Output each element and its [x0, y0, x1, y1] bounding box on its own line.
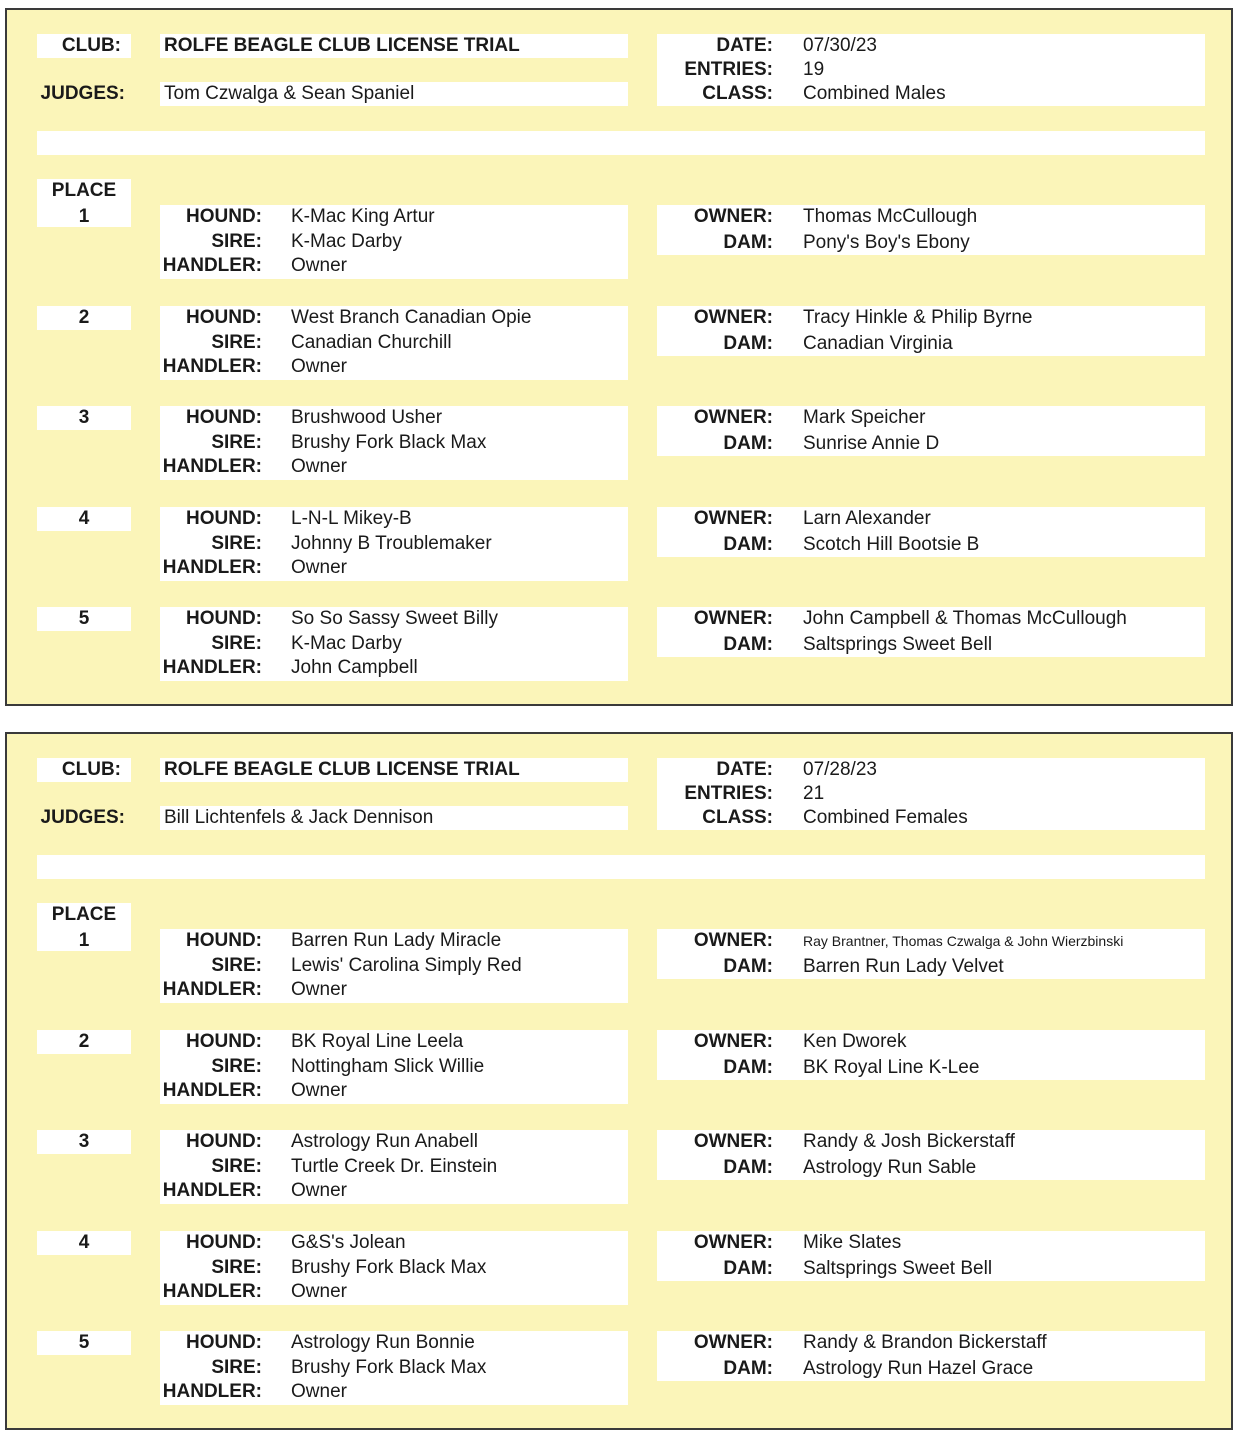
place-number: 1 [78, 930, 90, 951]
handler-label: HANDLER: [162, 1079, 262, 1101]
owner-label: OWNER: [693, 1030, 773, 1052]
dam-name: Astrology Run Sable [803, 1157, 977, 1178]
entries-value: 21 [803, 783, 825, 804]
spacer-bar [37, 855, 1205, 879]
placement-row [7, 1030, 1231, 1104]
hound-name: BK Royal Line Leela [291, 1030, 464, 1052]
handler-label: HANDLER: [162, 979, 262, 1000]
dam-label: DAM: [723, 232, 773, 253]
class-value: Combined Males [803, 83, 946, 104]
sire-name: Brushy Fork Black Max [291, 1256, 487, 1278]
spacer-bar [37, 131, 1205, 155]
sire-label: SIRE: [211, 955, 262, 976]
dam-name: Saltsprings Sweet Bell [803, 1257, 993, 1279]
placement-row [7, 1331, 1231, 1405]
place-number: 3 [78, 1131, 90, 1152]
place-number: 4 [78, 1231, 90, 1253]
dam-label: DAM: [723, 1358, 773, 1379]
owner-name: Larn Alexander [803, 507, 931, 529]
dam-name: Pony's Boy's Ebony [803, 232, 970, 253]
hound-label: HOUND: [186, 1332, 262, 1353]
judges-names: Bill Lichtenfels & Jack Dennison [164, 807, 434, 828]
dam-name: Scotch Hill Bootsie B [803, 533, 980, 555]
dam-label: DAM: [723, 634, 773, 655]
sire-name: K-Mac Darby [291, 633, 402, 654]
owner-name: Thomas McCullough [803, 206, 978, 227]
sire-name: Brushy Fork Black Max [291, 432, 487, 453]
place-header: PLACE [51, 180, 117, 201]
owner-name: John Campbell & Thomas McCullough [803, 608, 1127, 629]
handler-label: HANDLER: [162, 1280, 262, 1302]
class-label: CLASS: [702, 83, 773, 104]
hound-name: Barren Run Lady Miracle [291, 930, 502, 951]
handler-label: HANDLER: [162, 556, 262, 578]
handler-name: Owner [291, 255, 347, 276]
dam-label: DAM: [723, 332, 773, 354]
place-number: 5 [78, 608, 90, 629]
sire-label: SIRE: [211, 231, 262, 252]
place-number: 1 [78, 206, 90, 227]
judges-label: JUDGES: [40, 807, 125, 828]
entries-label: ENTRIES: [684, 59, 773, 80]
entries-label: ENTRIES: [684, 783, 773, 804]
judges-label: JUDGES: [40, 83, 125, 104]
hound-label: HOUND: [186, 507, 262, 529]
hound-label: HOUND: [186, 608, 262, 629]
sire-name: Canadian Churchill [291, 331, 452, 353]
dam-name: BK Royal Line K-Lee [803, 1056, 980, 1078]
dam-label: DAM: [723, 1257, 773, 1279]
handler-name: Owner [291, 355, 347, 377]
dam-name: Canadian Virginia [803, 332, 953, 354]
sire-label: SIRE: [211, 1055, 262, 1077]
date-value: 07/30/23 [803, 35, 877, 56]
handler-name: Owner [291, 1079, 347, 1101]
hound-name: L-N-L Mikey-B [291, 507, 412, 529]
place-number: 2 [78, 306, 90, 328]
place-number: 2 [78, 1030, 90, 1052]
sire-name: K-Mac Darby [291, 231, 402, 252]
handler-name: Owner [291, 1180, 347, 1201]
owner-label: OWNER: [693, 1131, 773, 1152]
handler-name: John Campbell [291, 657, 418, 678]
place-number: 3 [78, 407, 90, 428]
dam-label: DAM: [723, 533, 773, 555]
owner-label: OWNER: [693, 206, 773, 227]
owner-name: Ken Dworek [803, 1030, 907, 1052]
owner-label: OWNER: [693, 608, 773, 629]
handler-label: HANDLER: [162, 1180, 262, 1201]
placement-row [7, 929, 1231, 1003]
place-header: PLACE [51, 904, 117, 925]
sire-name: Turtle Creek Dr. Einstein [291, 1156, 498, 1177]
sire-label: SIRE: [211, 331, 262, 353]
class-value: Combined Females [803, 807, 968, 828]
club-label: CLUB: [61, 759, 121, 780]
dam-label: DAM: [723, 433, 773, 454]
owner-name: Randy & Brandon Bickerstaff [803, 1332, 1047, 1353]
club-name: ROLFE BEAGLE CLUB LICENSE TRIAL [164, 759, 520, 780]
trial-results-panel-females [5, 732, 1233, 1430]
owner-label: OWNER: [693, 930, 773, 951]
judges-names: Tom Czwalga & Sean Spaniel [164, 83, 415, 104]
owner-name: Mark Speicher [803, 407, 926, 428]
hound-label: HOUND: [186, 1131, 262, 1152]
entries-value: 19 [803, 59, 825, 80]
hound-name: So So Sassy Sweet Billy [291, 608, 498, 629]
placement-row [7, 507, 1231, 581]
hound-label: HOUND: [186, 930, 262, 951]
sire-label: SIRE: [211, 1256, 262, 1278]
date-value: 07/28/23 [803, 759, 877, 780]
owner-name: Mike Slates [803, 1231, 902, 1253]
sire-name: Johnny B Troublemaker [291, 532, 492, 554]
handler-name: Owner [291, 1280, 347, 1302]
handler-name: Owner [291, 556, 347, 578]
sire-name: Lewis' Carolina Simply Red [291, 955, 522, 976]
hound-name: West Branch Canadian Opie [291, 306, 532, 328]
dam-name: Astrology Run Hazel Grace [803, 1358, 1034, 1379]
hound-name: K-Mac King Artur [291, 206, 435, 227]
dam-name: Sunrise Annie D [803, 433, 940, 454]
hound-name: Astrology Run Bonnie [291, 1332, 475, 1353]
dam-name: Barren Run Lady Velvet [803, 956, 1004, 977]
handler-name: Owner [291, 456, 347, 477]
placement-row [7, 1231, 1231, 1305]
owner-name: Ray Brantner, Thomas Czwalga & John Wierzbinski [803, 933, 1124, 949]
class-label: CLASS: [702, 807, 773, 828]
date-label: DATE: [716, 759, 773, 780]
handler-label: HANDLER: [162, 255, 262, 276]
placement-row [7, 406, 1231, 480]
owner-label: OWNER: [693, 306, 773, 328]
trial-results-panel-males [5, 8, 1233, 706]
owner-label: OWNER: [693, 407, 773, 428]
date-label: DATE: [716, 35, 773, 56]
sire-label: SIRE: [211, 432, 262, 453]
hound-label: HOUND: [186, 407, 262, 428]
placement-row [7, 306, 1231, 380]
owner-name: Randy & Josh Bickerstaff [803, 1131, 1015, 1152]
owner-label: OWNER: [693, 507, 773, 529]
sire-label: SIRE: [211, 1156, 262, 1177]
handler-label: HANDLER: [162, 1381, 262, 1402]
club-name: ROLFE BEAGLE CLUB LICENSE TRIAL [164, 35, 520, 56]
place-number: 4 [78, 507, 90, 529]
sire-name: Nottingham Slick Willie [291, 1055, 485, 1077]
hound-label: HOUND: [186, 1030, 262, 1052]
dam-label: DAM: [723, 956, 773, 977]
handler-name: Owner [291, 979, 347, 1000]
handler-label: HANDLER: [162, 657, 262, 678]
dam-label: DAM: [723, 1056, 773, 1078]
hound-name: Astrology Run Anabell [291, 1131, 478, 1152]
dam-name: Saltsprings Sweet Bell [803, 634, 993, 655]
sire-label: SIRE: [211, 532, 262, 554]
handler-label: HANDLER: [162, 456, 262, 477]
hound-name: G&S's Jolean [291, 1231, 406, 1253]
handler-name: Owner [291, 1381, 347, 1402]
hound-name: Brushwood Usher [291, 407, 443, 428]
hound-label: HOUND: [186, 1231, 262, 1253]
hound-label: HOUND: [186, 206, 262, 227]
placement-row [7, 205, 1231, 279]
sire-label: SIRE: [211, 633, 262, 654]
owner-name: Tracy Hinkle & Philip Byrne [803, 306, 1033, 328]
handler-label: HANDLER: [162, 355, 262, 377]
hound-label: HOUND: [186, 306, 262, 328]
club-label: CLUB: [61, 35, 121, 56]
sire-label: SIRE: [211, 1357, 262, 1378]
placement-row [7, 607, 1231, 681]
owner-label: OWNER: [693, 1231, 773, 1253]
dam-label: DAM: [723, 1157, 773, 1178]
placement-row [7, 1130, 1231, 1204]
place-number: 5 [78, 1332, 90, 1353]
owner-label: OWNER: [693, 1332, 773, 1353]
sire-name: Brushy Fork Black Max [291, 1357, 487, 1378]
